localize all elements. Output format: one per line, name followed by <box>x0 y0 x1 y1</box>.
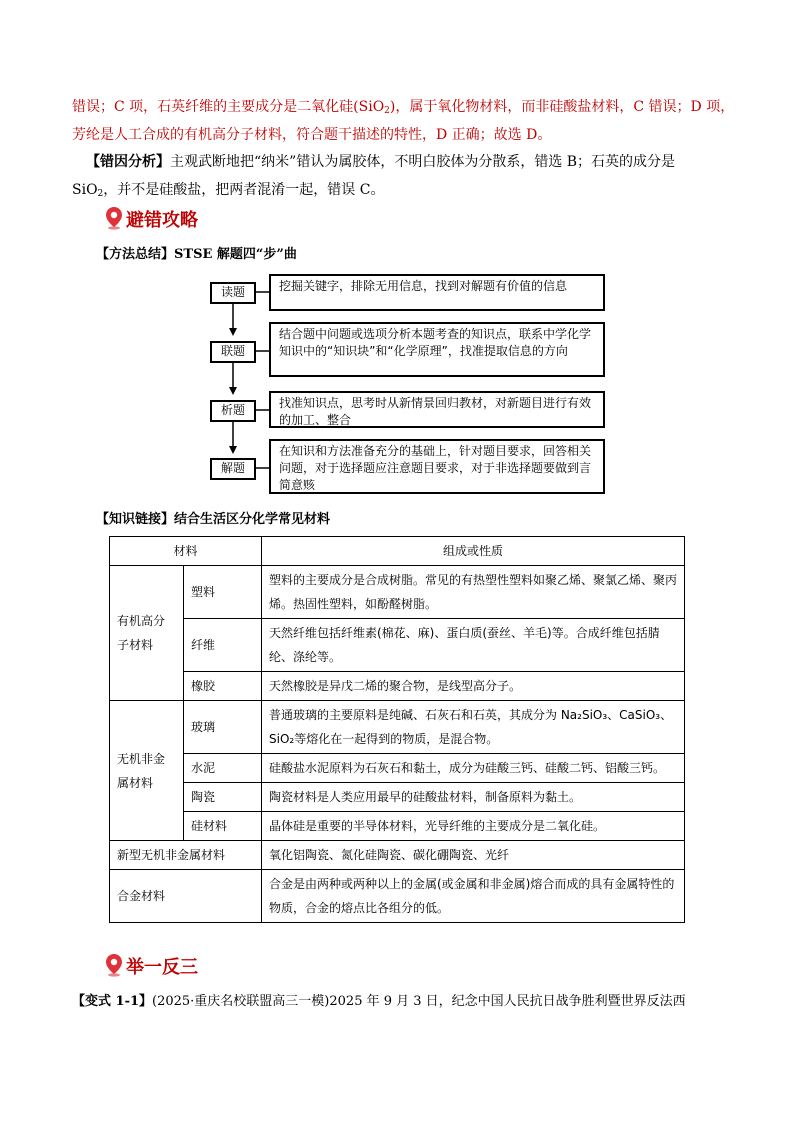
row-text-ceramic: 陶瓷材料是人类应用最早的硅酸盐材料，制备原料为黏土。 <box>262 783 685 812</box>
answer-line-2: 芳纶是人工合成的有机高分子材料，符合题干描述的特性，D 正确；故选 D。 <box>72 127 552 143</box>
row-sub-glass: 玻璃 <box>184 701 262 754</box>
section-title-practice: 举一反三 <box>126 957 198 978</box>
table-row <box>110 619 685 672</box>
answer-line-1-b: )，属于氧化物材料，而非硅酸盐材料，C 错误；D 项， <box>389 99 735 115</box>
answer-line-1-sub: 2 <box>384 106 390 116</box>
error-analysis-text-2b: ，并不是硅酸盐，把两者混淆一起，错误 C。 <box>103 182 385 198</box>
flow-step-solve: 解题 <box>210 458 256 480</box>
row-text-new-inorganic: 氧化铝陶瓷、氮化硅陶瓷、碳化硼陶瓷、光纤 <box>262 841 685 870</box>
materials-table <box>109 536 685 923</box>
variant-tag: 【变式 1-1】 <box>72 994 153 1009</box>
table-row <box>110 870 685 923</box>
section-title-avoid-errors: 避错攻略 <box>126 210 198 231</box>
row-sub-ceramic: 陶瓷 <box>184 783 262 812</box>
row-sub-cement: 水泥 <box>184 754 262 783</box>
error-analysis-text-2a: SiO <box>72 182 98 198</box>
table-row <box>110 566 685 619</box>
row-name-new-inorganic: 新型无机非金属材料 <box>110 841 262 870</box>
flow-desc-analyze: 找准知识点，思考时从新情景回归教材，对新题目进行有效的加工、整合 <box>269 391 605 428</box>
method-tag: 【方法总结】 <box>96 247 175 262</box>
row-text-silicon: 晶体硅是重要的半导体材料，光导纤维的主要成分是二氧化硅。 <box>262 812 685 841</box>
method-text: STSE 解题四“步”曲 <box>174 247 297 262</box>
flow-step-analyze: 析题 <box>210 400 256 422</box>
group-inorganic: 无机非金属材料 <box>110 701 184 841</box>
answer-line-1-a: 错误；C 项，石英纤维的主要成分是二氧化硅(SiO <box>72 99 385 115</box>
table-row <box>110 841 685 870</box>
table-row <box>110 754 685 783</box>
row-text-alloy: 合金是由两种或两种以上的金属(或金属和非金属)熔合而成的具有金属特性的物质，合金的熔点比各组分的低。 <box>262 870 685 923</box>
flow-step-read: 读题 <box>210 282 256 304</box>
row-sub-fiber: 纤维 <box>184 619 262 672</box>
row-sub-rubber: 橡胶 <box>184 672 262 701</box>
error-analysis-text-1: 主观武断地把“纳米”错认为属胶体，不明白胶体为分散系，错选 B；石英的成分是 <box>170 154 676 170</box>
row-sub-plastic: 塑料 <box>184 566 262 619</box>
row-text-fiber: 天然纤维包括纤维素(棉花、麻)、蛋白质(蚕丝、羊毛)等。合成纤维包括腈纶、涤纶等。 <box>262 619 685 672</box>
table-row <box>110 672 685 701</box>
row-text-rubber: 天然橡胶是异戊二烯的聚合物，是线型高分子。 <box>262 672 685 701</box>
variant-text: (2025·重庆名校联盟高三一模)2025 年 9 月 3 日，纪念中国人民抗日战争胜利暨世界反法西 <box>152 994 686 1009</box>
variant-line <box>72 990 686 1009</box>
group-organic: 有机高分子材料 <box>110 566 184 701</box>
flow-desc-solve: 在知识和方法准备充分的基础上，针对题目要求，回答相关问题，对于选择题应注意题目要求，对于非选择题要做到言简意赅 <box>269 439 605 494</box>
knowledge-link <box>96 508 330 527</box>
row-sub-silicon: 硅材料 <box>184 812 262 841</box>
error-analysis-sub: 2 <box>97 189 104 199</box>
flow-step-link: 联题 <box>210 341 256 363</box>
flow-desc-read: 挖掘关键字，排除无用信息，找到对解题有价值的信息 <box>269 274 605 311</box>
table-row <box>110 783 685 812</box>
knowledge-text: 结合生活区分化学常见材料 <box>174 512 331 527</box>
row-text-cement: 硅酸盐水泥原料为石灰石和黏土，成分为硅酸三钙、硅酸二钙、铝酸三钙。 <box>262 754 685 783</box>
row-text-plastic: 塑料的主要成分是合成树脂。常见的有热塑性塑料如聚乙烯、聚氯乙烯、聚丙烯。热固性塑料，如酚醛树脂。 <box>262 566 685 619</box>
header-property: 组成或性质 <box>262 537 685 566</box>
table-header-row <box>110 537 685 566</box>
table-row <box>110 812 685 841</box>
row-name-alloy: 合金材料 <box>110 870 262 923</box>
row-text-glass: 普通玻璃的主要原料是纯碱、石灰石和石英，其成分为 Na₂SiO₃、CaSiO₃、SiO₂等熔化在一起得到的物质，是混合物。 <box>262 701 685 754</box>
error-analysis-tag: 【错因分析】 <box>86 154 170 170</box>
map-pin-icon <box>104 953 124 977</box>
flow-desc-link: 结合题中问题或选项分析本题考查的知识点，联系中学化学知识中的“知识块”和“化学原理”，找准提取信息的方向 <box>269 322 605 377</box>
table-row <box>110 701 685 754</box>
header-material: 材料 <box>110 537 262 566</box>
knowledge-tag: 【知识链接】 <box>96 512 175 527</box>
